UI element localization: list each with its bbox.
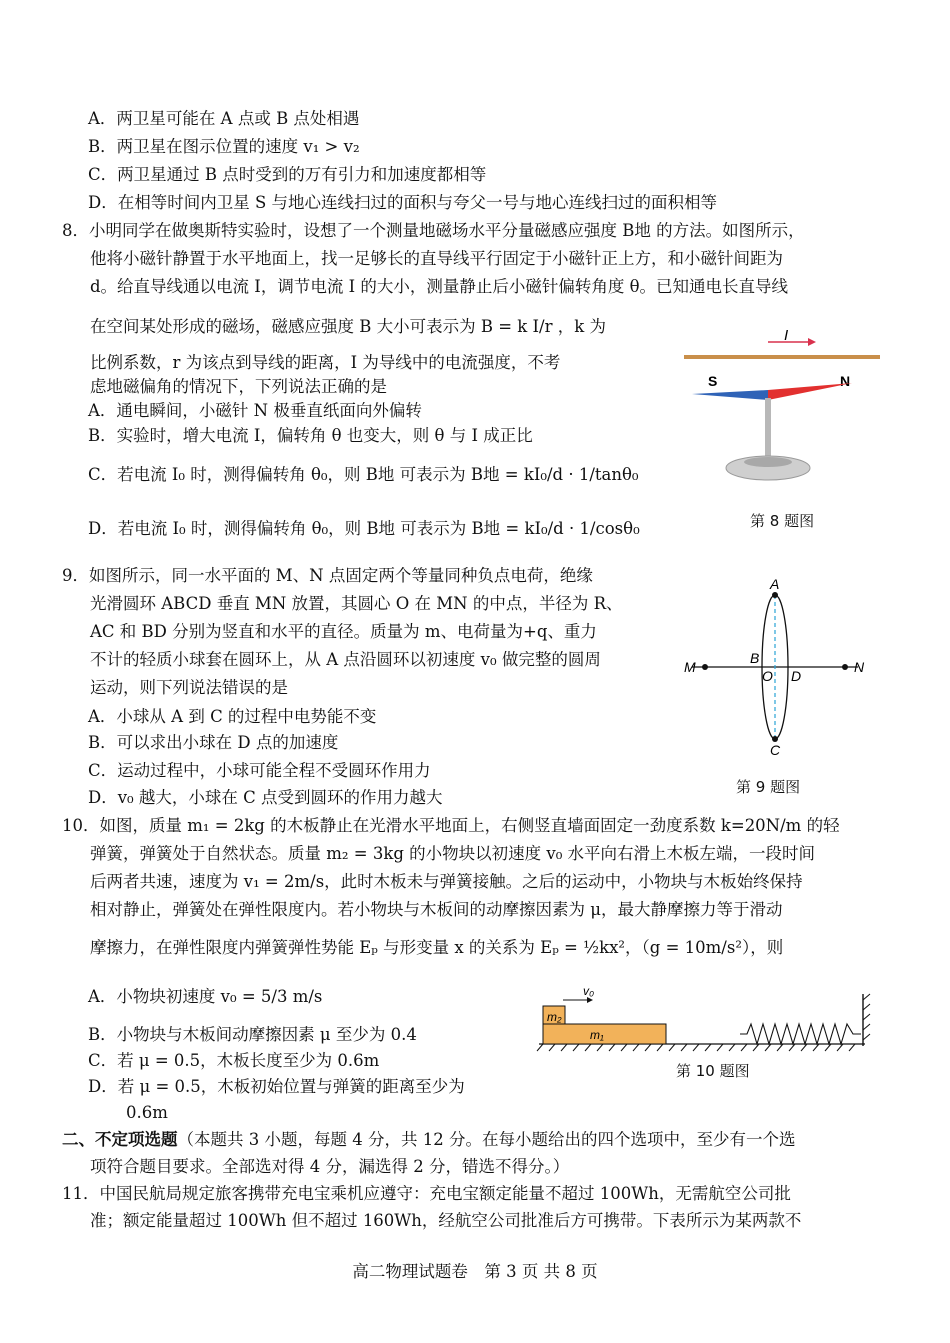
fig10-board-m1 bbox=[543, 1024, 666, 1044]
q9-option-a: A．小球从 A 到 C 的过程中电势能不变 bbox=[88, 707, 377, 726]
q10-stem-line2: 弹簧，弹簧处于自然状态。质量 m₂ = 3kg 的小物块以初速度 v₀ 水平向右滑上木板左端，一段时间 bbox=[90, 844, 816, 863]
q10-stem-line3: 后两者共速，速度为 v₁ = 2m/s，此时木板未与弹簧接触。之后的运动中，小物块与木板始终保持 bbox=[90, 872, 803, 891]
q8-stem-line2: 他将小磁针静置于水平地面上，找一足够长的直导线平行固定于小磁针正上方，和小磁针间距为 bbox=[90, 249, 783, 268]
q9-option-d: D．v₀ 越大，小球在 C 点受到圆环的作用力越大 bbox=[88, 788, 443, 807]
fig8-current-arrowhead bbox=[808, 338, 816, 346]
fig9-point-A bbox=[772, 592, 778, 598]
q8-option-d: D．若电流 I₀ 时，测得偏转角 θ₀，则 B地 可表示为 B地 = kI₀/d · 1/cosθ₀ bbox=[88, 519, 640, 538]
figure-8-compass-wire bbox=[680, 328, 885, 493]
q10-stem-line5: 摩擦力，在弹性限度内弹簧弹性势能 Eₚ 与形变量 x 的关系为 Eₚ = ½kx²，（g = 10m/s²），则 bbox=[90, 938, 784, 957]
q9-stem-line1: 9．如图所示，同一水平面的 M、N 点固定两个等量同种负点电荷，绝缘 bbox=[62, 566, 593, 585]
fig9-charge-N bbox=[842, 664, 848, 670]
fig10-wall-hatch bbox=[863, 994, 870, 1040]
fig10-label-m2: m₂ bbox=[547, 1010, 562, 1024]
fig9-label-D: D bbox=[791, 668, 802, 684]
fig10-label-v0: v₀ bbox=[583, 984, 595, 998]
fig8-needle-south bbox=[692, 390, 768, 400]
q8-option-b: B．实验时，增大电流 I，偏转角 θ 也变大，则 θ 与 I 成正比 bbox=[88, 426, 533, 445]
q8-option-c: C．若电流 I₀ 时，测得偏转角 θ₀，则 B地 可表示为 B地 = kI₀/d · 1/tanθ₀ bbox=[88, 465, 639, 484]
q7-option-d: D．在相等时间内卫星 S 与地心连线扫过的面积与夸父一号与地心连线扫过的面积相等 bbox=[88, 193, 718, 212]
q9-stem-line4: 不计的轻质小球套在圆环上，从 A 点沿圆环以初速度 v₀ 做完整的圆周 bbox=[90, 650, 601, 669]
fig10-ground-hatch bbox=[537, 1044, 855, 1051]
q9-stem-line5: 运动，则下列说法错误的是 bbox=[90, 678, 288, 697]
fig8-pivot bbox=[765, 398, 771, 460]
section2-line1 bbox=[62, 1129, 795, 1151]
fig8-needle-north bbox=[768, 383, 852, 400]
section2-intro-line2: 项符合题目要求。全部选对得 4 分，漏选得 2 分，错选不得分。） bbox=[90, 1157, 570, 1176]
page-footer: 高二物理试题卷 第 3 页 共 8 页 bbox=[352, 1262, 598, 1281]
q8-stem-line5: 比例系数，r 为该点到导线的距离，I 为导线中的电流强度，不考 bbox=[90, 353, 561, 372]
figure-9-ring bbox=[680, 575, 870, 760]
q9-stem-line3: AC 和 BD 分别为竖直和水平的直径。质量为 m、电荷量为+q、重力 bbox=[90, 622, 597, 641]
q10-stem-line4: 相对静止，弹簧处在弹性限度内。若小物块与木板间的动摩擦因素为 μ，最大静摩擦力等于滑动 bbox=[90, 900, 783, 919]
fig9-label-C: C bbox=[770, 742, 781, 758]
fig9-label-O: O bbox=[762, 668, 773, 684]
fig10-label-m1: m₁ bbox=[590, 1028, 604, 1042]
fig8-label-I: I bbox=[784, 328, 789, 344]
fig8-base-top bbox=[744, 457, 792, 467]
q10-option-d-line2: 0.6m bbox=[126, 1103, 168, 1122]
figure-10-board-spring bbox=[535, 980, 880, 1055]
q10-option-c: C．若 μ = 0.5，木板长度至少为 0.6m bbox=[88, 1051, 380, 1070]
q7-option-b: B．两卫星在图示位置的速度 v₁ > v₂ bbox=[88, 137, 360, 156]
q7-option-c: C．两卫星通过 B 点时受到的万有引力和加速度都相等 bbox=[88, 165, 487, 184]
q8-option-a: A．通电瞬间，小磁针 N 极垂直纸面向外偏转 bbox=[88, 401, 422, 420]
q9-option-c: C．运动过程中，小球可能全程不受圆环作用力 bbox=[88, 761, 431, 780]
q10-option-d-line1: D．若 μ = 0.5，木板初始位置与弹簧的距离至少为 bbox=[88, 1077, 465, 1096]
figure-10-caption: 第 10 题图 bbox=[676, 1062, 750, 1080]
q7-option-a: A．两卫星可能在 A 点或 B 点处相遇 bbox=[88, 109, 360, 128]
fig8-label-S: S bbox=[708, 373, 718, 389]
q11-stem-line2: 准；额定能量超过 100Wh 但不超过 160Wh，经航空公司批准后方可携带。下表所示为某两款不 bbox=[90, 1211, 802, 1230]
q11-stem-line1: 11．中国民航局规定旅客携带充电宝乘机应遵守：充电宝额定能量不超过 100Wh，无需航空公司批 bbox=[62, 1184, 791, 1203]
fig9-label-N: N bbox=[854, 659, 865, 675]
q10-stem-line1: 10．如图，质量 m₁ = 2kg 的木板静止在光滑水平地面上，右侧竖直墙面固定一劲度系数 k=20N/m 的轻 bbox=[62, 816, 840, 835]
section2-heading: 二、不定项选题 bbox=[62, 1130, 178, 1149]
q8-stem-line1: 8．小明同学在做奥斯特实验时，设想了一个测量地磁场水平分量磁感应强度 B地 的方法。如图所示， bbox=[62, 221, 805, 240]
q9-stem-line2: 光滑圆环 ABCD 垂直 MN 放置，其圆心 O 在 MN 的中点，半径为 R、 bbox=[90, 594, 623, 613]
q8-stem-line4: 在空间某处形成的磁场，磁感应强度 B 大小可表示为 B = k I/r ，k 为 bbox=[90, 317, 606, 336]
fig8-label-N: N bbox=[840, 373, 851, 389]
figure-8-caption: 第 8 题图 bbox=[750, 512, 815, 530]
q10-option-b: B．小物块与木板间动摩擦因素 μ 至少为 0.4 bbox=[88, 1025, 417, 1044]
fig9-label-B: B bbox=[750, 650, 760, 666]
fig9-label-M: M bbox=[684, 659, 696, 675]
q9-option-b: B．可以求出小球在 D 点的加速度 bbox=[88, 733, 339, 752]
q10-option-a: A．小物块初速度 v₀ = 5/3 m/s bbox=[88, 987, 323, 1006]
q8-stem-line3: d。给直导线通以电流 I，调节电流 I 的大小，测量静止后小磁针偏转角度 θ。已知通电长直导线 bbox=[90, 277, 789, 296]
figure-9-caption: 第 9 题图 bbox=[736, 778, 801, 796]
section2-intro-part1: （本题共 3 小题，每题 4 分，共 12 分。在每小题给出的四个选项中，至少有一个选 bbox=[177, 1130, 796, 1149]
fig10-spring bbox=[740, 1024, 861, 1044]
q8-stem-line6: 虑地磁偏角的情况下，下列说法正确的是 bbox=[90, 377, 387, 396]
fig9-charge-M bbox=[702, 664, 708, 670]
fig9-label-A: A bbox=[770, 576, 780, 592]
